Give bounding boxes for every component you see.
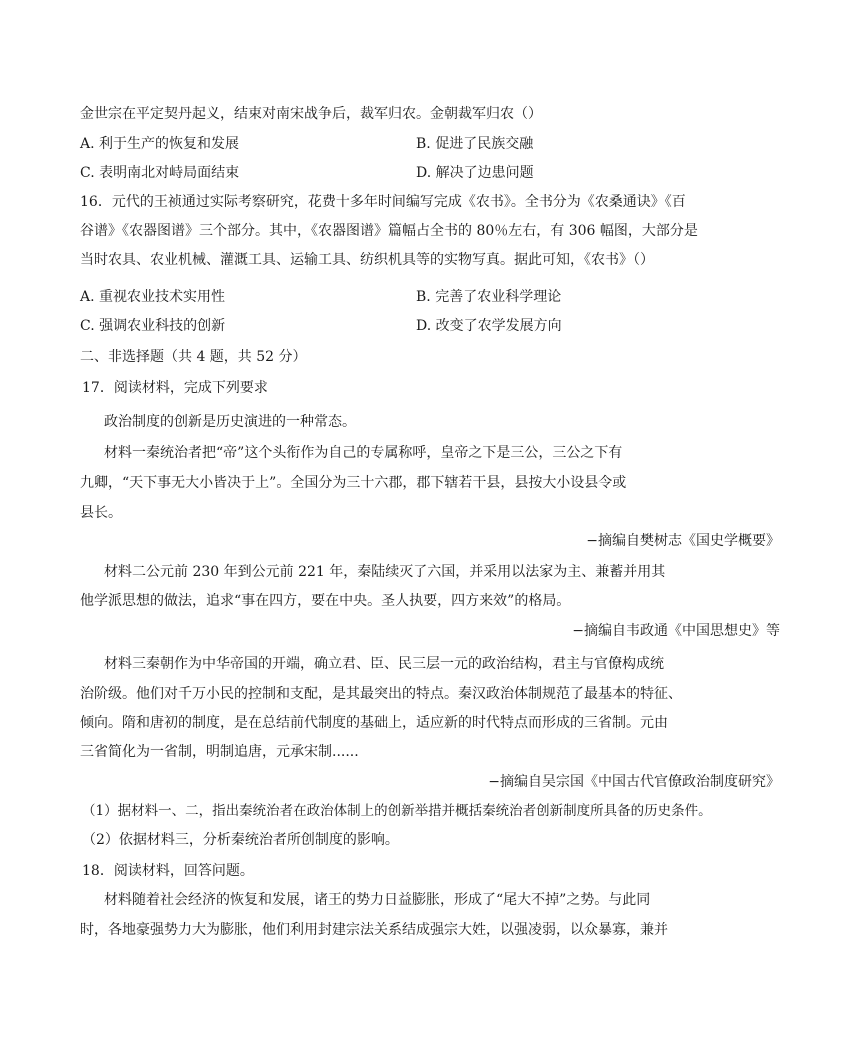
q17-intro: 政治制度的创新是历史演进的一种常态。: [104, 414, 356, 430]
q17-material2-line1: 材料二公元前 230 年到公元前 221 年，秦陆续灭了六国，并采用以法家为主、兼蓄并用其: [104, 564, 666, 580]
q16-line1: 16．元代的王祯通过实际考察研究，花费十多年时间编写完成《农书》。全书分为《农桑通诀》《百: [80, 194, 686, 210]
q16-option-c: C. 强调农业科技的创新: [80, 318, 226, 334]
q17-material1-line3: 县长。: [80, 505, 122, 521]
q16-line2: 谷谱》《农器图谱》三个部分。其中，《农器图谱》篇幅占全书的 80％左右，有 306 幅图，大部分是: [80, 223, 698, 239]
q16-option-d: D. 改变了农学发展方向: [416, 318, 562, 334]
q17-title: 17．阅读材料，完成下列要求: [82, 380, 268, 396]
q17-material3-line4: 三省简化为一省制，明制追唐，元承宋制......: [80, 744, 359, 760]
q16-line3: 当时农具、农业机械、灌溉工具、运输工具、纺织机具等的实物写真。据此可知，《农书》（）: [80, 252, 654, 268]
q17-material1-line2: 九卿，“天下事无大小皆决于上”。全国分为三十六郡，郡下辖若干县，县按大小设县令或: [80, 475, 627, 491]
q15-option-b: B. 促进了民族交融: [416, 136, 534, 152]
q17-material1-source: −摘编自樊树志《国史学概要》: [586, 533, 780, 549]
q18-material-line2: 时，各地豪强势力大为膨胀，他们利用封建宗法关系结成强宗大姓，以强凌弱，以众暴寡，兼并: [80, 922, 668, 938]
q17-sub-question-1: （1）据材料一、二，指出秦统治者在政治体制上的创新举措并概括秦统治者创新制度所具备的历史条件。: [82, 803, 712, 819]
q15-stem: 金世宗在平定契丹起义，结束对南宋战争后，裁军归农。金朝裁军归农（）: [80, 106, 542, 122]
q18-title: 18．阅读材料，回答问题。: [82, 863, 254, 879]
q16-option-a: A. 重视农业技术实用性: [80, 289, 226, 305]
q17-material1-line1: 材料一秦统治者把“帝”这个头衔作为自己的专属称呼，皇帝之下是三公，三公之下有: [104, 445, 623, 461]
q17-material2-source: −摘编自韦政通《中国思想史》等: [572, 623, 780, 639]
q15-option-c: C. 表明南北对峙局面结束: [80, 165, 240, 181]
q16-option-b: B. 完善了农业科学理论: [416, 289, 562, 305]
q17-material2-line2: 他学派思想的做法，追求“事在四方，要在中央。圣人执要，四方来效”的格局。: [80, 593, 571, 609]
q15-option-a: A. 利于生产的恢复和发展: [80, 136, 240, 152]
q17-material3-line2: 治阶级。他们对千万小民的控制和支配，是其最突出的特点。秦汉政治体制规范了最基本的特征、: [80, 686, 682, 702]
section-heading: 二、非选择题（共 4 题，共 52 分）: [80, 349, 307, 365]
q18-material-line1: 材料随着社会经济的恢复和发展，诸王的势力日益膨胀，形成了“尾大不掉”之势。与此同: [104, 892, 651, 908]
q17-material3-line1: 材料三秦朝作为中华帝国的开端，确立君、臣、民三层一元的政治结构，君主与官僚构成统: [104, 656, 664, 672]
q17-material3-source: −摘编自吴宗国《中国古代官僚政治制度研究》: [488, 774, 780, 790]
q17-material3-line3: 倾向。隋和唐初的制度，是在总结前代制度的基础上，适应新的时代特点而形成的三省制。元由: [80, 715, 668, 731]
q15-option-d: D. 解决了边患问题: [416, 165, 534, 181]
q17-sub-question-2: （2）依据材料三，分析秦统治者所创制度的影响。: [82, 832, 399, 848]
